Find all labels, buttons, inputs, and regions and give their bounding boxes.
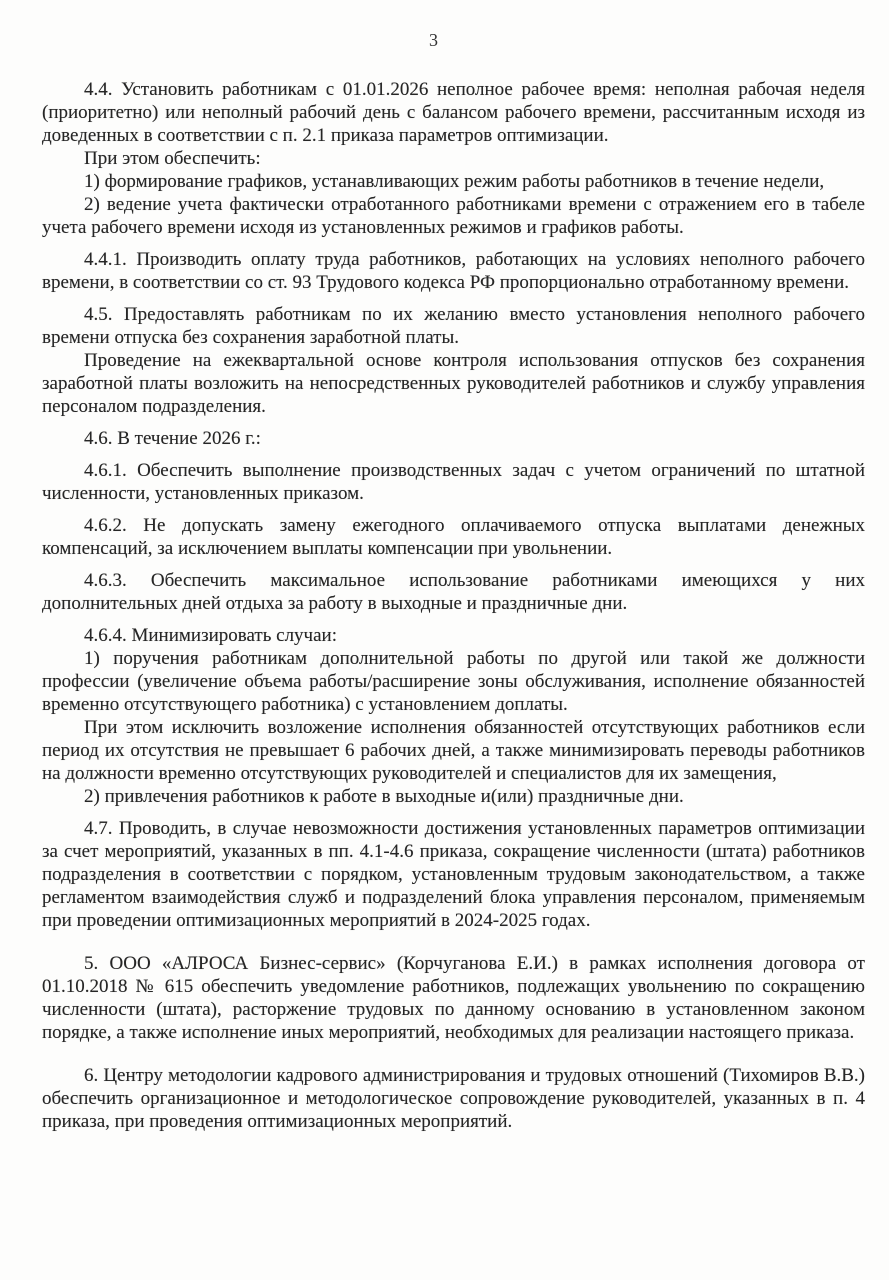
paragraph-clause-4-6-2: 4.6.2. Не допускать замену ежегодного оплачиваемого отпуска выплатами денежных компенсаций, за исключением выплаты компенсации при увольнении.	[42, 515, 865, 559]
paragraph-clause-4-6-4-case-2: 2) привлечения работников к работе в выходные и(или) праздничные дни.	[84, 786, 684, 807]
paragraph-clause-4-6-3: 4.6.3. Обеспечить максимальное использование работниками имеющихся у них дополнительных дней отдыха за работу в выходные и праздничные дни.	[42, 570, 865, 614]
paragraph-clause-4-4-ensure-intro: При этом обеспечить:	[84, 148, 261, 169]
paragraph-clause-4-7: 4.7. Проводить, в случае невозможности достижения установленных параметров оптимизации за счет мероприятий, указанных в пп. 4.1-4.6 приказа, сокращение численности (штата) работников подразделения в соответствии с порядком, установленным трудовым законодательством, а также регламентом взаимодействия служб и подразделений блока управления персоналом, применяемым при проведении оптимизационных мероприятий в 2024-2025 годах.	[42, 818, 865, 931]
paragraph-clause-4-4: 4.4. Установить работникам с 01.01.2026 неполное рабочее время: неполная рабочая неделя (приоритетно) или неполный рабочий день с балансом рабочего времени, рассчитанным исходя из доведенных в соответствии с п. 2.1 приказа параметров оптимизации.	[42, 79, 865, 146]
paragraph-clause-4-6-4-case-1: 1) поручения работникам дополнительной работы по другой или такой же должности профессии (увеличение объема работы/расширение зоны обслуживания, исполнение обязанностей временно отсутствующего работника) с установлением доплаты.	[42, 648, 865, 715]
paragraph-clause-4-4-1: 4.4.1. Производить оплату труда работников, работающих на условиях неполного рабочего времени, в соответствии со ст. 93 Трудового кодекса РФ пропорционально отработанному времени.	[42, 249, 865, 293]
paragraph-clause-4-6-4: 4.6.4. Минимизировать случаи:	[84, 625, 337, 646]
paragraph-clause-4-5: 4.5. Предоставлять работникам по их желанию вместо установления неполного рабочего времени отпуска без сохранения заработной платы.	[42, 304, 865, 348]
page-number: 3	[429, 30, 438, 50]
paragraph-clause-4-6-4-case-1-note: При этом исключить возложение исполнения обязанностей отсутствующих работников если период их отсутствия не превышает 6 рабочих дней, а также минимизировать переводы работников на должности временно отсутствующих руководителей и специалистов для их замещения,	[42, 717, 865, 784]
paragraph-clause-4-6: 4.6. В течение 2026 г.:	[84, 428, 261, 449]
paragraph-clause-4-4-list-item-2: 2) ведение учета фактически отработанного работниками времени с отражением его в табеле учета рабочего времени исходя из установленных режимов и графиков работы.	[42, 194, 865, 238]
document-body	[42, 78, 865, 1133]
paragraph-clause-4-6-1: 4.6.1. Обеспечить выполнение производственных задач с учетом ограничений по штатной численности, установленных приказом.	[42, 460, 865, 504]
paragraph-clause-4-4-list-item-1: 1) формирование графиков, устанавливающих режим работы работников в течение недели,	[84, 171, 825, 192]
paragraph-clause-4-5-control-note: Проведение на ежеквартальной основе контроля использования отпусков без сохранения заработной платы возложить на непосредственных руководителей работников и службу управления персоналом подразделения.	[42, 350, 865, 417]
paragraph-clause-5: 5. ООО «АЛРОСА Бизнес-сервис» (Корчуганова Е.И.) в рамках исполнения договора от 01.10.2018 № 615 обеспечить уведомление работников, подлежащих увольнению по сокращению численности (штата), расторжение трудовых по данному основанию в установленном законом порядке, а также исполнение иных мероприятий, необходимых для реализации настоящего приказа.	[42, 953, 865, 1043]
paragraph-clause-6: 6. Центру методологии кадрового администрирования и трудовых отношений (Тихомиров В.В.) обеспечить организационное и методологическое сопровождение руководителей, указанных в п. 4 приказа, при проведения оптимизационных мероприятий.	[42, 1065, 865, 1132]
